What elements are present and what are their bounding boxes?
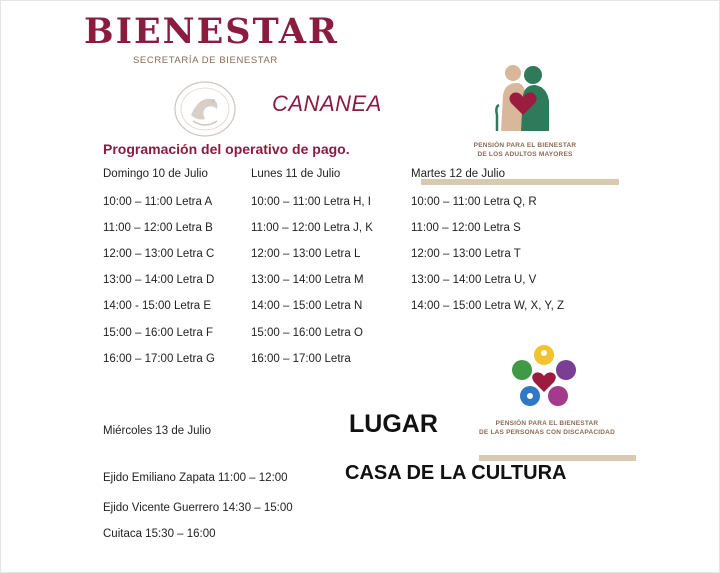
schedule-row: 11:00 – 12:00 Letra S [411,222,521,234]
wednesday-row: Ejido Emiliano Zapata 11:00 – 12:00 [103,472,288,484]
city-title: CANANEA [272,91,382,116]
day-header: Martes 12 de Julio [411,168,505,180]
schedule-row: 10:00 – 11:00 Letra A [103,196,213,208]
schedule-row: 12:00 – 13:00 Letra C [103,248,215,260]
disability-pension-caption [467,419,627,437]
schedule-row: 13:00 – 14:00 Letra D [103,274,215,286]
place-heading: LUGAR [349,410,438,438]
schedule-row: 13:00 – 14:00 Letra M [251,274,364,286]
caption-line: DE LAS PERSONAS CON DISCAPACIDAD [479,429,615,436]
schedule-row: 14:00 - 15:00 Letra E [103,300,212,312]
caption-line: PENSIÓN PARA EL BIENESTAR [495,420,599,427]
place-name: CASA DE LA CULTURA [345,462,567,484]
section-title: Programación del operativo de pago. [103,141,350,157]
schedule-row: 16:00 – 17:00 Letra G [103,353,215,365]
schedule-row: 15:00 – 16:00 Letra F [103,327,213,339]
wednesday-header: Miércoles 13 de Julio [103,425,212,437]
schedule-row: 10:00 – 11:00 Letra Q, R [411,196,537,208]
day-header: Domingo 10 de Julio [103,168,208,180]
schedule-row: 12:00 – 13:00 Letra L [251,248,361,260]
caption-line: PENSIÓN PARA EL BIENESTAR [473,142,577,149]
schedule-row: 12:00 – 13:00 Letra T [411,248,521,260]
wednesday-row: Cuitaca 15:30 – 16:00 [103,528,216,540]
schedule-row: 15:00 – 16:00 Letra O [251,327,363,339]
schedule-row: 11:00 – 12:00 Letra B [103,222,213,234]
schedule-row: 16:00 – 17:00 Letra [251,353,351,365]
brand-subtitle: SECRETARÍA DE BIENESTAR [133,55,278,66]
day-header: Lunes 11 de Julio [251,168,341,180]
elderly-couple-heart-logo-icon [489,61,559,133]
schedule-row: 14:00 – 15:00 Letra W, X, Y, Z [411,300,565,312]
accent-bar [479,455,636,461]
wednesday-row: Ejido Vicente Guerrero 14:30 – 15:00 [103,502,293,514]
schedule-row: 11:00 – 12:00 Letra J, K [251,222,373,234]
schedule-row: 14:00 – 15:00 Letra N [251,300,363,312]
schedule-row: 10:00 – 11:00 Letra H, I [251,196,371,208]
caption-line: DE LOS ADULTOS MAYORES [477,151,573,158]
mexico-coat-of-arms-seal-icon [171,79,239,139]
disability-heart-logo-icon [506,344,582,414]
elderly-pension-caption [456,141,594,159]
schedule-row: 13:00 – 14:00 Letra U, V [411,274,537,286]
brand-title: BIENESTAR [84,11,339,52]
